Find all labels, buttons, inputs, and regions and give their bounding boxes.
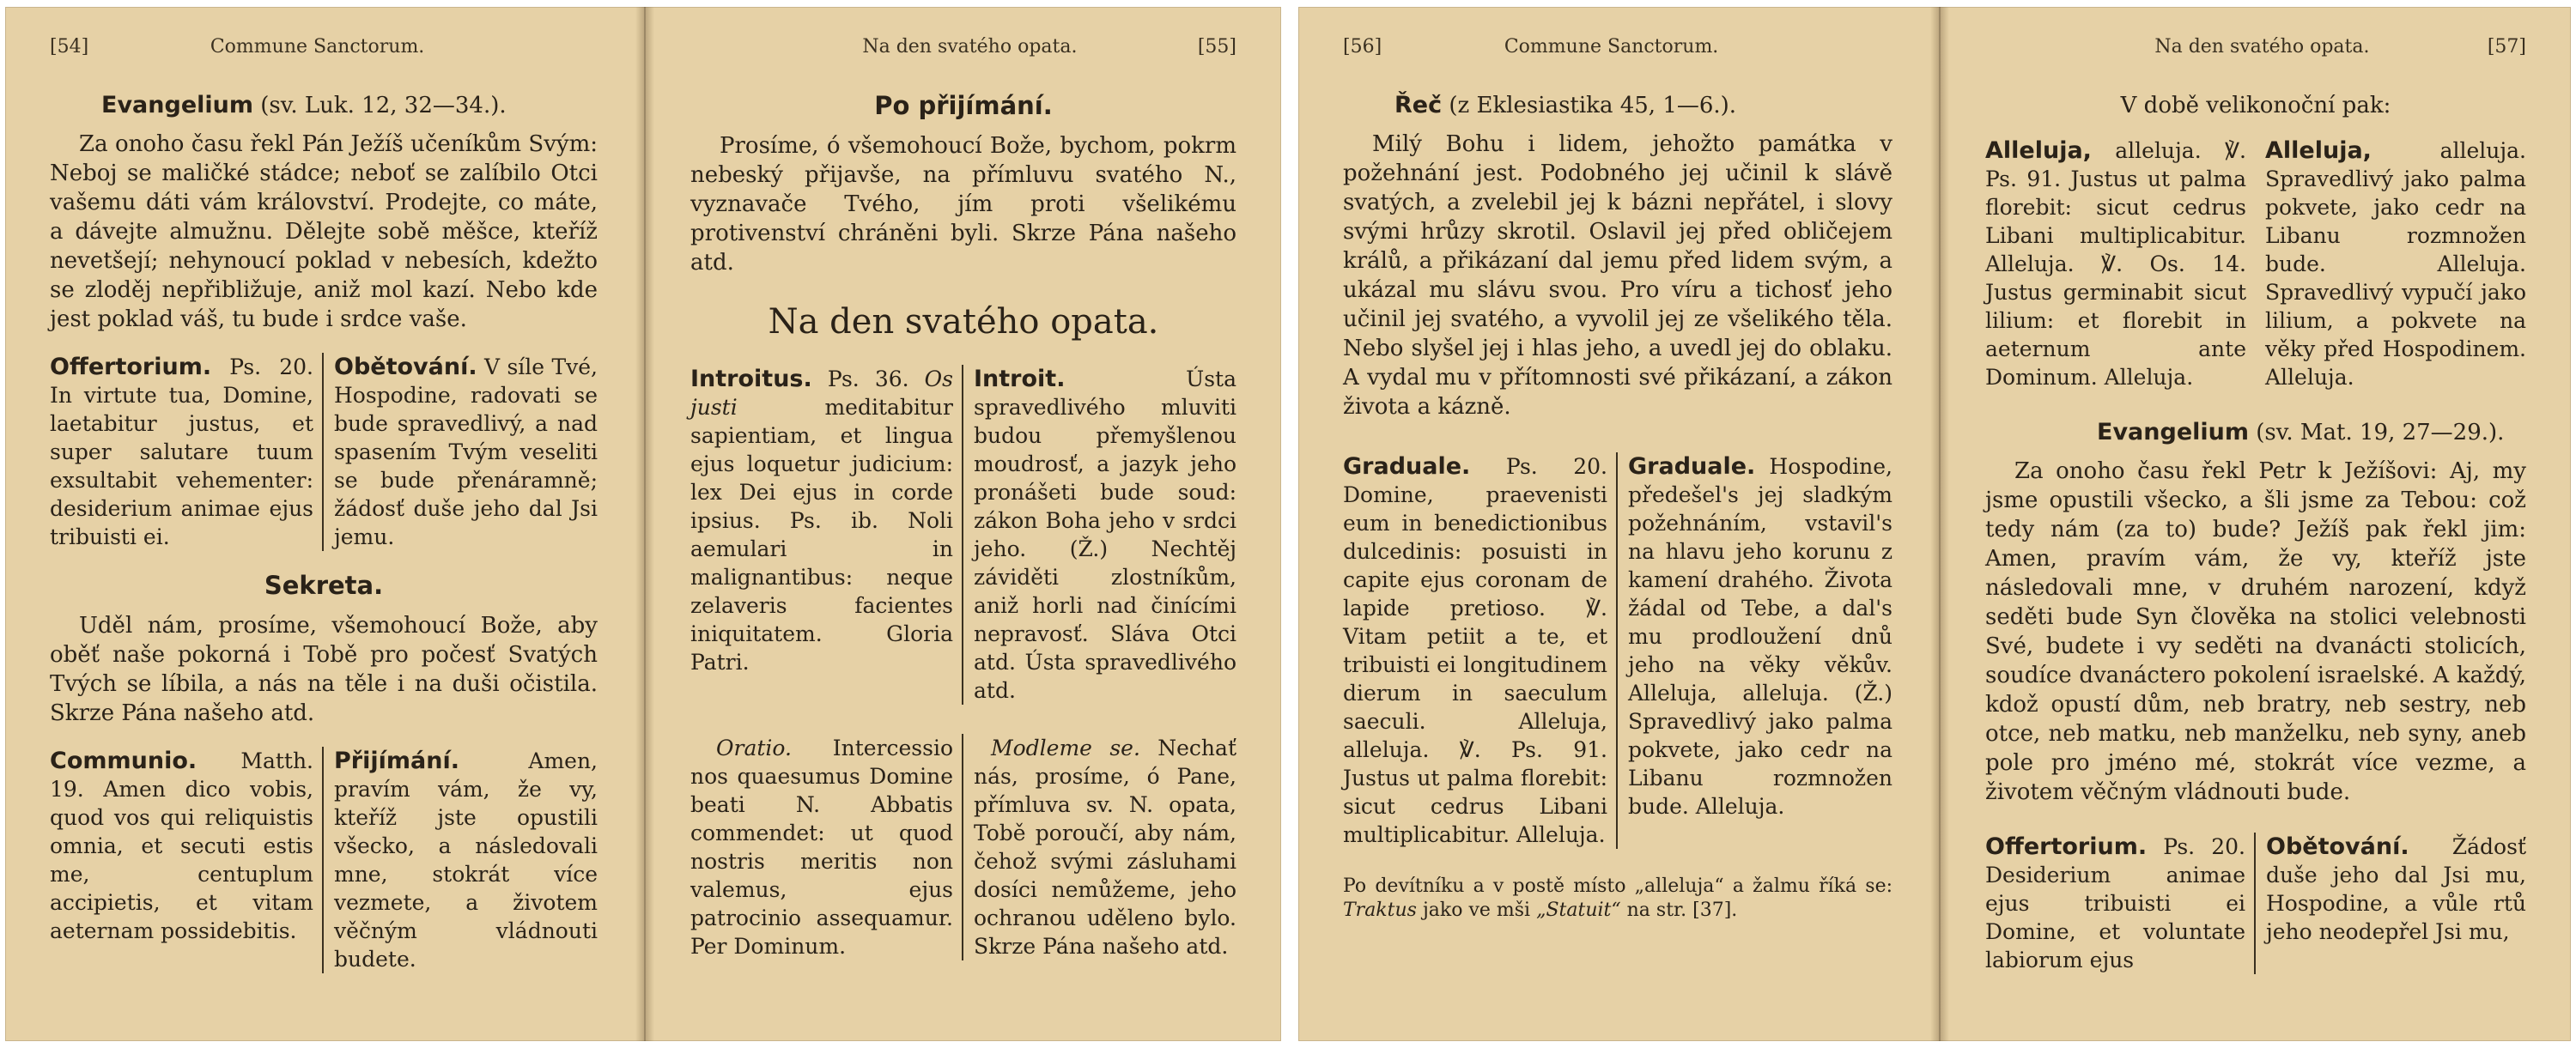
page-57 [1941,7,2571,1041]
running-title: Commune Sanctorum. [1504,36,1719,58]
sekreta-heading: Sekreta. [264,571,384,600]
easter-note: V době velikonoční pak: [2120,93,2391,118]
communio-block [50,747,598,973]
evangelium-text: Za onoho času řekl Pán Ježíš učeníkům Svým: Neboj se maličké stádce; neboť se zalíbilo Otci vašemu dáti vám království. Prodejte, co máte, a dávejte almužnu. Dělejte sobě měšce, kteříž nevetšejí; nehynoucí poklad v nebesích, kdežto se zloděj nepřibližuje, aniž mol kazí. Nebo kde jest poklad váš, tu bude i srdce vaše. [50,131,598,332]
footnote: Po devítníku a v postě místo „alleluja“ a žalmu říká se: Traktus jako ve mši „Statuit“ na str. [37]. [1343,875,1893,921]
section-title: Na den svatého opata. [768,302,1159,342]
offertorium-latin: Offertorium. Ps. 20. Desiderium animae ejus tribuisti ei Domine, et voluntate labiorum ejus [1985,833,2245,972]
page-number: [54] [50,36,89,58]
po-prijimani-text: Prosíme, ó všemohoucí Bože, bychom, pokrm nebeský přijavše, na přímluvu svatého N., vyznavače Tvého, jím proti všelikému protivenství chráněni byli. Skrze Pána našeho atd. [690,133,1236,276]
running-title: Na den svatého opata. [2154,36,2370,58]
right-spread [1298,7,2571,1041]
running-title: Na den svatého opata. [862,36,1078,58]
page-header [50,36,598,58]
page-54 [5,7,642,1041]
graduale-latin: Graduale. Ps. 20. Domine, praevenisti eum in benedictionibus dulcedinis: posuisti in capite ejus coronam de lapide pretioso. ℣. Vitam petiit a te, et tribuisti ei longitudinem dierum in saeculum saeculi. Alleluja, alleluja. ℣. Ps. 91. Justus ut palma florebit: sicut cedrus Libani multiplicabitur. Alleluja. [1343,453,1607,847]
graduale-block [1343,452,1893,849]
left-spread [5,7,1281,1041]
alleluja-block [1985,136,2526,391]
introitus-latin: Introitus. Ps. 36. Os justi meditabitur sapientiam, et lingua ejus loquetur judicium: lex Dei ejus in corde ipsius. Ps. ib. Noli aemulari in malignantibus: neque zelaveris facientes iniquitatem. Gloria Patri. [690,366,953,675]
sekreta-text: Uděl nám, prosíme, všemohoucí Bože, aby oběť naše pokorná i Tobě pro počesť Svatých Tvých se líbila, a nás na těle i na duši očistila. Skrze Pána našeho atd. [50,613,598,726]
page-56 [1298,7,1937,1041]
prijimani-czech: Přijímání. Amen, pravím vám, že vy, kteříž jste opustili všecko, a následovali mne, stokrát více vezmete, a životem věčným vládnouti budete. [322,747,598,973]
rec-heading: Řeč (z Eklesiastika 45, 1—6.). [1394,92,1737,118]
po-prijimani-heading: Po přijímání. [874,91,1053,120]
oratio-latin: Oratio. Intercessio nos quaesumus Domine beati N. Abbatis commendet: ut quod nostris meritis non valemus, ejus patrocinio assequamur. Per Dominum. [690,736,953,959]
offertorium-block [1985,833,2526,974]
modleme-czech: Modleme se. Nechať nás, prosíme, ó Pane, přímluva sv. N. opata, Tobě poroučí, aby nám, čehož svými zásluhami dosíci nemůžeme, jeho ochranou uděleno bylo. Skrze Pána našeho atd. [962,734,1236,960]
alleluja-latin: Alleluja, alleluja. ℣. Ps. 91. Justus ut palma florebit: sicut cedrus Libani multiplicabitur. Alleluja. ℣. Os. 14. Justus germinabit sicut lilium: et florebit in aeternum ante Dominum. Alleluja. [1985,137,2246,390]
running-title: Commune Sanctorum. [210,36,425,58]
page-header [1985,36,2526,58]
offertorium-latin: Offertorium. Ps. 20. In virtute tua, Domine, laetabitur justus, et super salutare tuum exsultabit vehementer: desiderium animae ejus tribuisti ei. [50,354,313,549]
offertorium-block [50,353,598,551]
communio-latin: Communio. Matth. 19. Amen dico vobis, quod vos qui reliquistis omnia, et secuti estis me, centuplum accipietis, et vitam aeternam possidebitis. [50,748,313,943]
page-number: [56] [1343,36,1382,58]
introitus-block [690,365,1236,705]
page-number: [55] [1197,36,1236,58]
evangelium-heading: Evangelium (sv. Luk. 12, 32—34.). [101,92,507,118]
page-header [1343,36,1893,58]
evangelium-text: Za onoho času řekl Petr k Ježíšovi: Aj, my jsme opustili všecko, a šli jsme za Tebou: což tedy nám (za to) bude? Ježíš pak řekl jim: Amen, pravím vám, že vy, kteříž jste následovali mne, v druhém narození, když seděti bude Syn člověka na stolici velebnosti Své, budete i vy seděti na dvanácti stolicích, soudíce dvanáctero pokolení israelské. A každý, kdož opustí dům, neb bratry, neb sestry, neb otce, neb matku, neb manželku, neb syny, aneb pole pro jméno mé, stokrát více vezme, a životem věčným vládnouti bude. [1985,458,2526,805]
page-55 [646,7,1281,1041]
graduale-czech: Graduale. Hospodine, předešel's jej sladkým požehnáním, vstavil's na hlavu jeho korunu z kamení drahého. Života žádal od Tebe, a dal's mu prodloužení dnů jeho na věky věkův. Alleluja, alleluja. (Ž.) Spravedlivý jako palma pokvete, jako cedr na Libanu rozmnožen bude. Alleluja. [1616,452,1893,849]
page-number: [57] [2487,36,2526,58]
introit-czech: Introit. Ústa spravedlivého mluviti budou přemyšlenou moudrosť, a jazyk jeho pronášeti bude soud: zákon Boha jeho v srdci jeho. (Ž.) Nechtěj záviděti zlostníkům, aniž horli nad činícími nepravosť. Sláva Otci atd. Ústa spravedlivého atd. [962,365,1236,705]
obetovani-czech: Obětování. Žádosť duše jeho dal Jsi mu, Hospodine, a vůle rtů jeho neodepřel Jsi mu, [2254,833,2526,974]
oratio-block [690,734,1236,960]
evangelium-heading: Evangelium (sv. Mat. 19, 27—29.). [2097,419,2505,445]
obetovani-czech: Obětování. V síle Tvé, Hospodine, radovati se bude spravedlivý, a nad spasením Tvým veseliti se bude přenáramně; žádosť duše jeho dal Jsi jemu. [322,353,598,551]
alleluja-czech: Alleluja, alleluja. Spravedlivý jako palma pokvete, jako cedr na Libanu rozmnožen bude. Alleluja. Spravedlivý vypučí jako lilium, a pokvete na věky před Hospodinem. Alleluja. [2265,137,2526,390]
rec-text: Milý Bohu i lidem, jehožto památka v požehnání jest. Podobného jej učinil k slávě svatých, a zvelebil jej k bázni nepřátel, i slovy svými hrůzy skrotil. Oslavil jej před obličejem králů, a přikázaní dal jemu před lidem svým, a ukázal mu slávu svou. Pro víru a tichosť jeho učinil jej svatého, a vyvolil jej ze všelikého těla. Nebo slyšel jej i hlas jeho, a uvedl jej do oblaku. A vydal mu v přítomnosti své přikázaní, a zákon života a kázně. [1343,131,1893,420]
page-header [690,36,1236,58]
